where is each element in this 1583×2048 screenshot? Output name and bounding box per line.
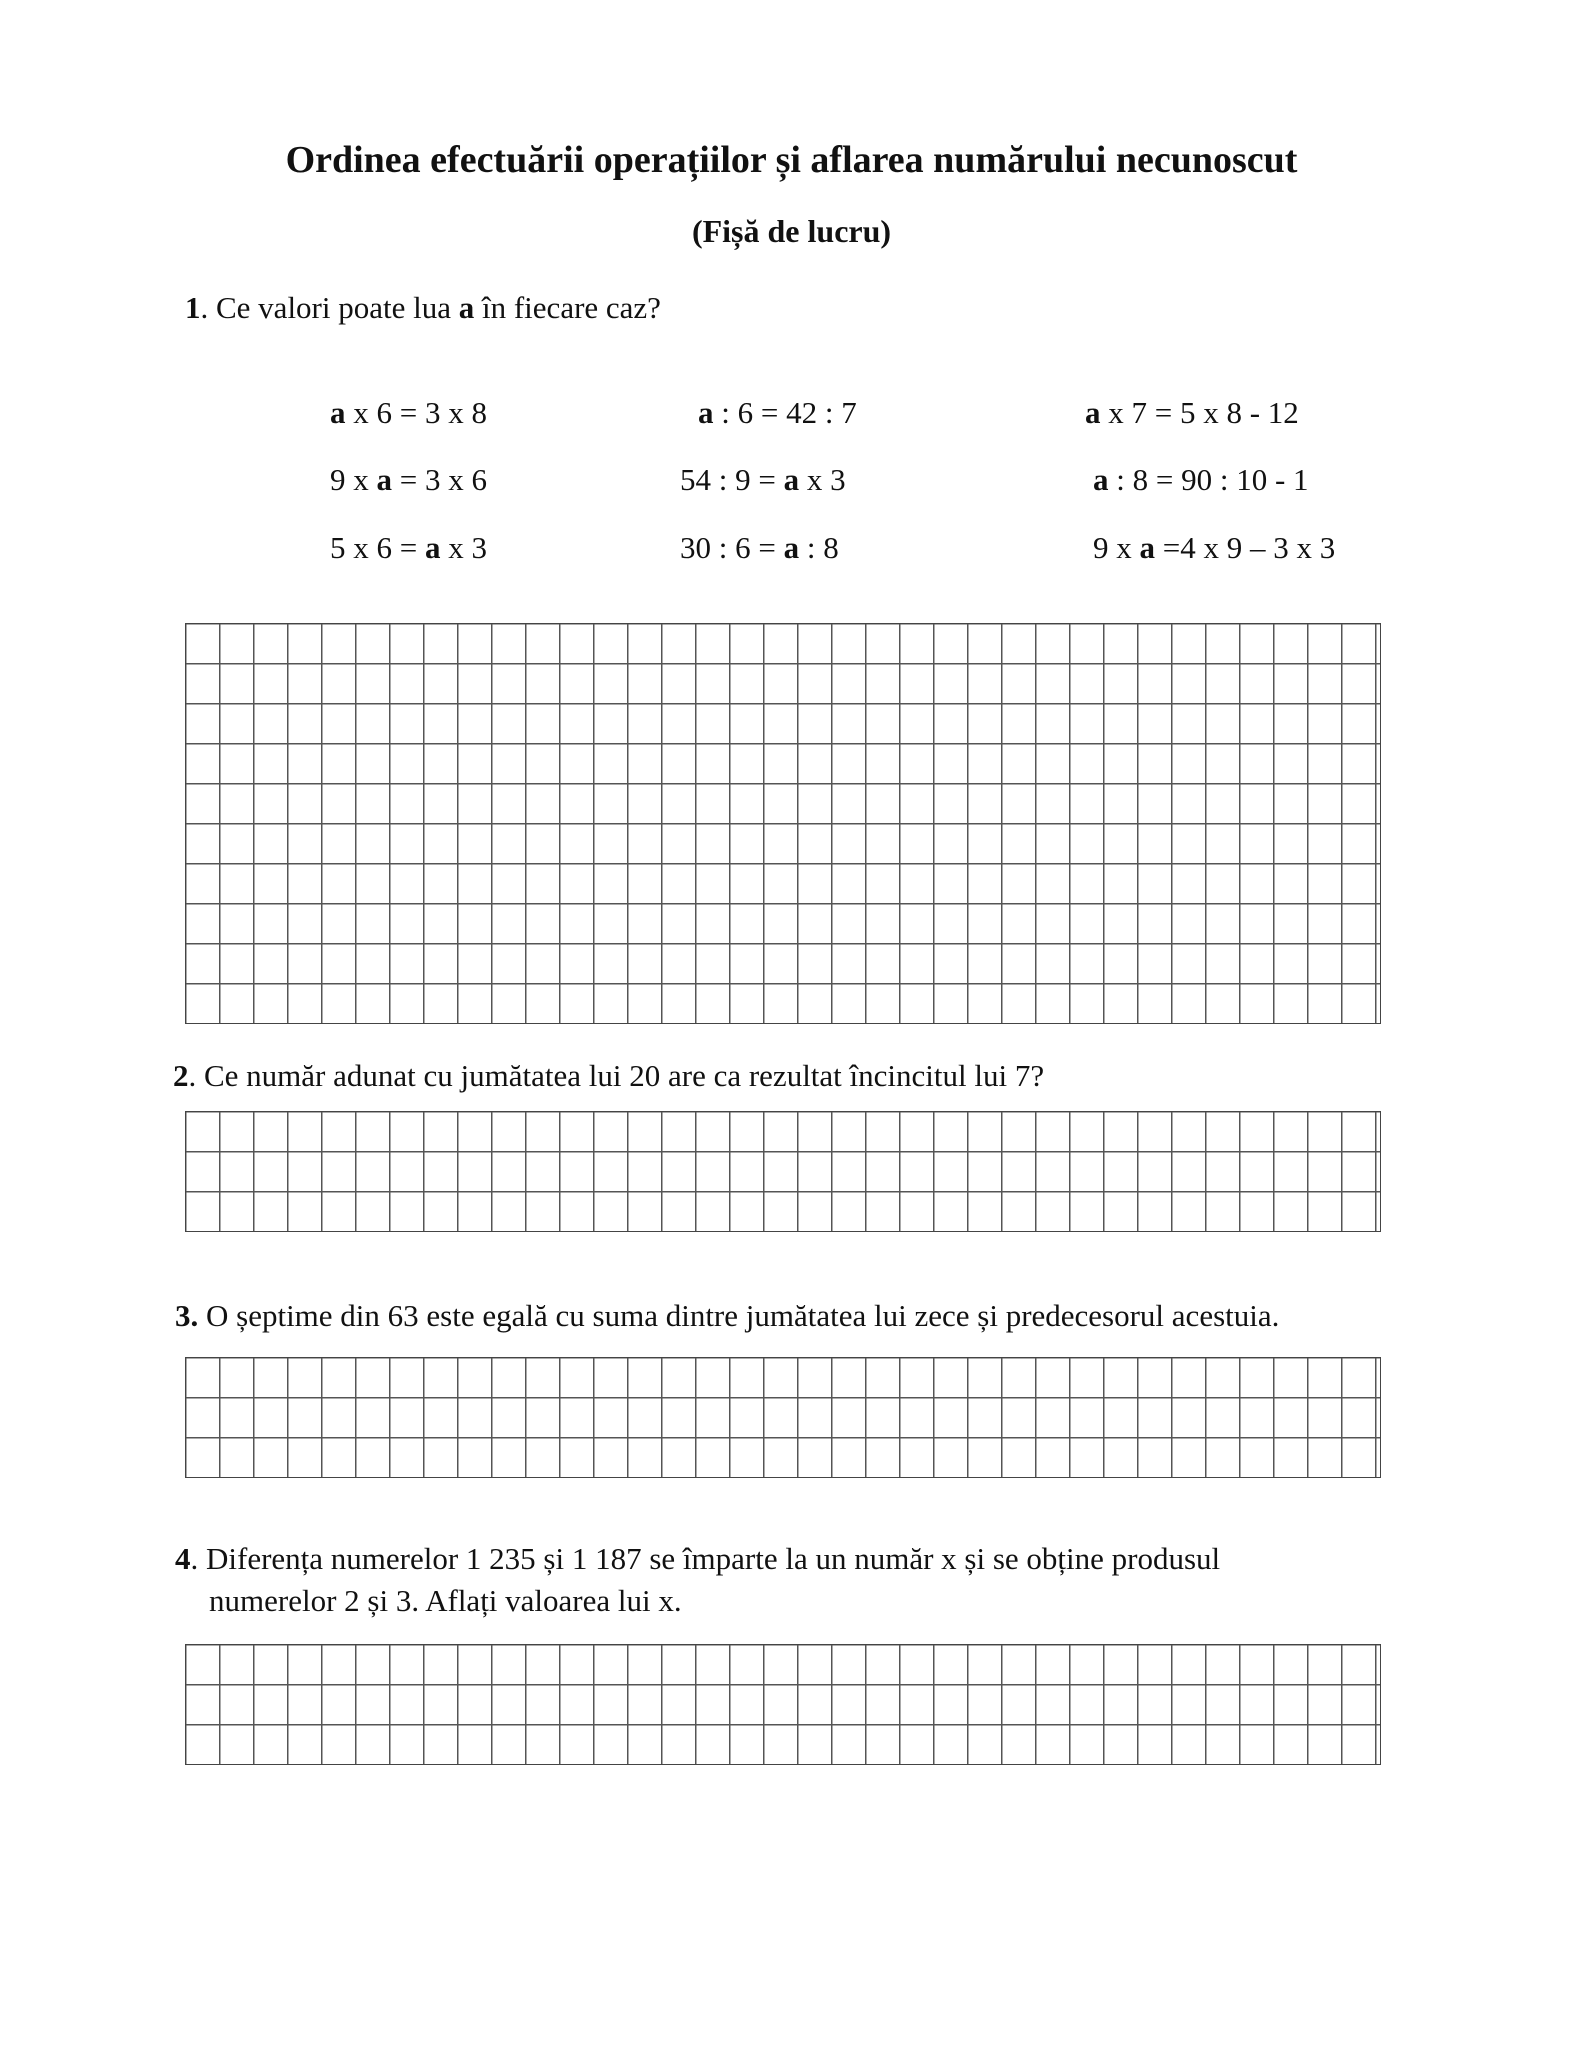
equation: 9 x a =4 x 9 – 3 x 3 xyxy=(1093,530,1336,565)
question-text: . Diferența numerelor 1 235 și 1 187 se împarte la un număr x și se obține produsul xyxy=(190,1541,1221,1576)
question-text: . Ce valori poate lua xyxy=(200,290,459,325)
question-number: 2 xyxy=(173,1058,189,1093)
equation: 9 x a = 3 x 6 xyxy=(330,462,487,497)
equation: 30 : 6 = a : 8 xyxy=(680,530,839,565)
variable-a: a xyxy=(458,290,475,325)
question-3 xyxy=(175,1298,1279,1334)
question-text-line2: numerelor 2 și 3. Aflați valoarea lui x. xyxy=(209,1583,682,1618)
equation: a x 6 = 3 x 8 xyxy=(330,395,487,430)
answer-grid-2[interactable] xyxy=(185,1111,1381,1232)
equation: a : 6 = 42 : 7 xyxy=(698,395,857,430)
question-number: 1 xyxy=(185,290,201,325)
equation: a x 7 = 5 x 8 - 12 xyxy=(1085,395,1299,430)
question-number: 3. xyxy=(175,1298,199,1333)
equation: 54 : 9 = a x 3 xyxy=(680,462,846,497)
answer-grid-3[interactable] xyxy=(185,1357,1381,1478)
question-text: în fiecare caz? xyxy=(474,290,661,325)
question-2 xyxy=(173,1058,1044,1094)
question-4 xyxy=(175,1538,1385,1622)
page-subtitle: (Fișă de lucru) xyxy=(691,213,892,249)
question-text: . Ce număr adunat cu jumătatea lui 20 are ca rezultat încincitul lui 7? xyxy=(188,1058,1045,1093)
question-text: O șeptime din 63 este egală cu suma dintre jumătatea lui zece și predecesorul acestuia. xyxy=(198,1298,1280,1333)
answer-grid-1[interactable] xyxy=(185,623,1381,1024)
answer-grid-4[interactable] xyxy=(185,1644,1381,1765)
equation: a : 8 = 90 : 10 - 1 xyxy=(1093,462,1309,497)
page-title: Ordinea efectuării operațiilor și aflarea numărului necunoscut xyxy=(285,139,1298,181)
question-number: 4 xyxy=(175,1541,191,1576)
equation: 5 x 6 = a x 3 xyxy=(330,530,487,565)
question-1 xyxy=(185,290,661,326)
